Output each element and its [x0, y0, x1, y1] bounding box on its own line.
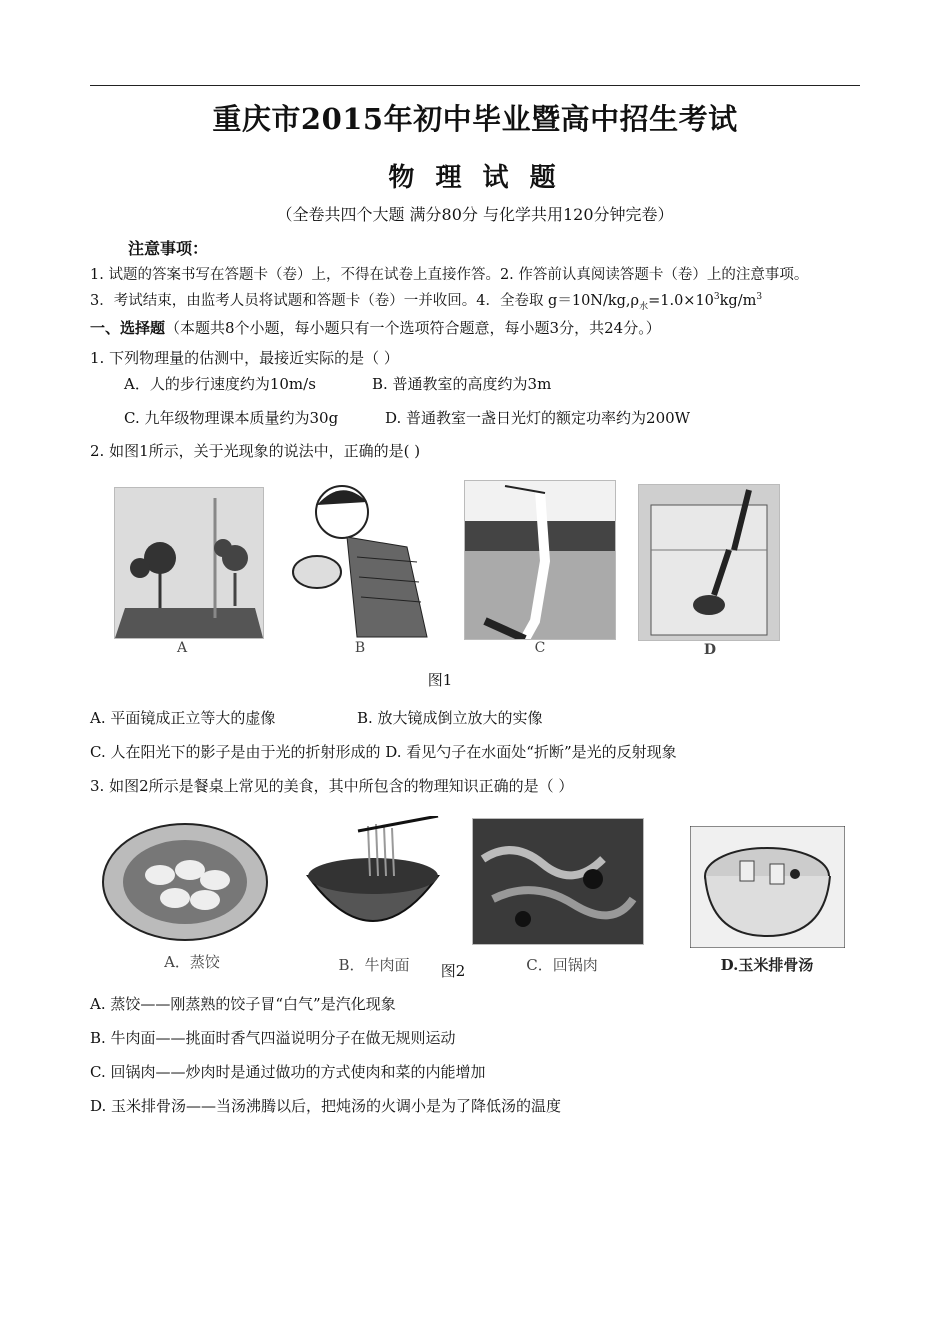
q3-option-d: D. 玉米排骨汤——当汤沸腾以后，把炖汤的火调小是为了降低汤的温度	[90, 1097, 562, 1115]
figure-1-label-d: D	[703, 642, 717, 658]
figure-2-label-b: B．牛肉面	[338, 956, 410, 974]
figure-2-caption: 图2	[440, 962, 466, 980]
q1-option-d: D. 普通教室一盏日光灯的额定功率约为200W	[385, 409, 691, 427]
figure-2-label-a: A．蒸饺	[164, 953, 220, 971]
figure-2-image-b	[298, 816, 448, 951]
figure-2-image-d	[690, 826, 845, 948]
figure-1-label-b: B	[354, 640, 366, 656]
figure-1-image-b	[287, 477, 437, 639]
q2-option-c: C. 人在阳光下的影子是由于光的折射形成的 D. 看见勺子在水面处“折断”是光的反射现象	[90, 743, 677, 761]
q3-option-a: A. 蒸饺——刚蒸熟的饺子冒“白气”是汽化现象	[90, 995, 396, 1013]
q2-option-d: D. 看见勺子在水面处“折断”是光的反射现象	[385, 743, 677, 761]
figure-1-label-a: A	[176, 640, 188, 656]
q2-stem: 2. 如图1所示，关于光现象的说法中，正确的是( )	[90, 442, 421, 460]
figure-2-label-c: C．回锅肉	[526, 956, 598, 974]
figure-2-image-a	[100, 820, 270, 945]
q1-stem: 1. 下列物理量的估测中，最接近实际的是（ ）	[90, 349, 399, 367]
figure-1	[92, 472, 827, 667]
q3-stem: 3. 如图2所示是餐桌上常见的美食，其中所包含的物理知识正确的是（ ）	[90, 777, 574, 795]
exam-subtitle: 物 理 试 题	[388, 163, 562, 193]
figure-2-label-d: D.玉米排骨汤	[720, 956, 814, 974]
figure-2	[92, 808, 852, 983]
top-rule	[90, 85, 860, 86]
figure-1-label-c: C	[534, 640, 546, 656]
notice-line-1: 1. 试题的答案书写在答题卡（卷）上，不得在试卷上直接作答。2. 作答前认真阅读答题卡（卷）上的注意事项。	[90, 267, 809, 283]
q1-option-c: C. 九年级物理课本质量约为30g	[124, 409, 339, 427]
notice-line-2: 3．考试结束，由监考人员将试题和答题卡（卷）一并收回。4．全卷取 $g=10N/kg,\rho_水=1.0\times 10^3kg/m^3$	[90, 292, 763, 312]
figure-1-image-d	[638, 484, 780, 641]
notice-heading: 注意事项：	[128, 239, 209, 258]
exam-note: （全卷共四个大题 满分80分 与化学共用120分钟完卷）	[276, 205, 674, 224]
q1-option-b: B. 普通教室的高度约为3m	[372, 375, 552, 393]
q2-option-a: A. 平面镜成正立等大的虚像	[90, 709, 276, 727]
exam-title: 重庆市2015年初中毕业暨高中招生考试	[212, 102, 738, 136]
figure-1-caption: 图1	[427, 671, 453, 689]
figure-1-image-a	[114, 487, 264, 639]
q2-option-b: B. 放大镜成倒立放大的实像	[357, 709, 543, 727]
figure-2-image-c	[472, 818, 644, 945]
q1-option-a: A．人的步行速度约为10m/s	[124, 375, 316, 393]
q3-option-c: C. 回锅肉——炒肉时是通过做功的方式使肉和菜的内能增加	[90, 1063, 486, 1081]
figure-1-image-c	[464, 480, 616, 640]
q3-option-b: B. 牛肉面——挑面时香气四溢说明分子在做无规则运动	[90, 1029, 456, 1047]
section-1-header: 一、选择题（本题共8个小题，每小题只有一个选项符合题意，每小题3分，共24分。）	[90, 319, 661, 337]
